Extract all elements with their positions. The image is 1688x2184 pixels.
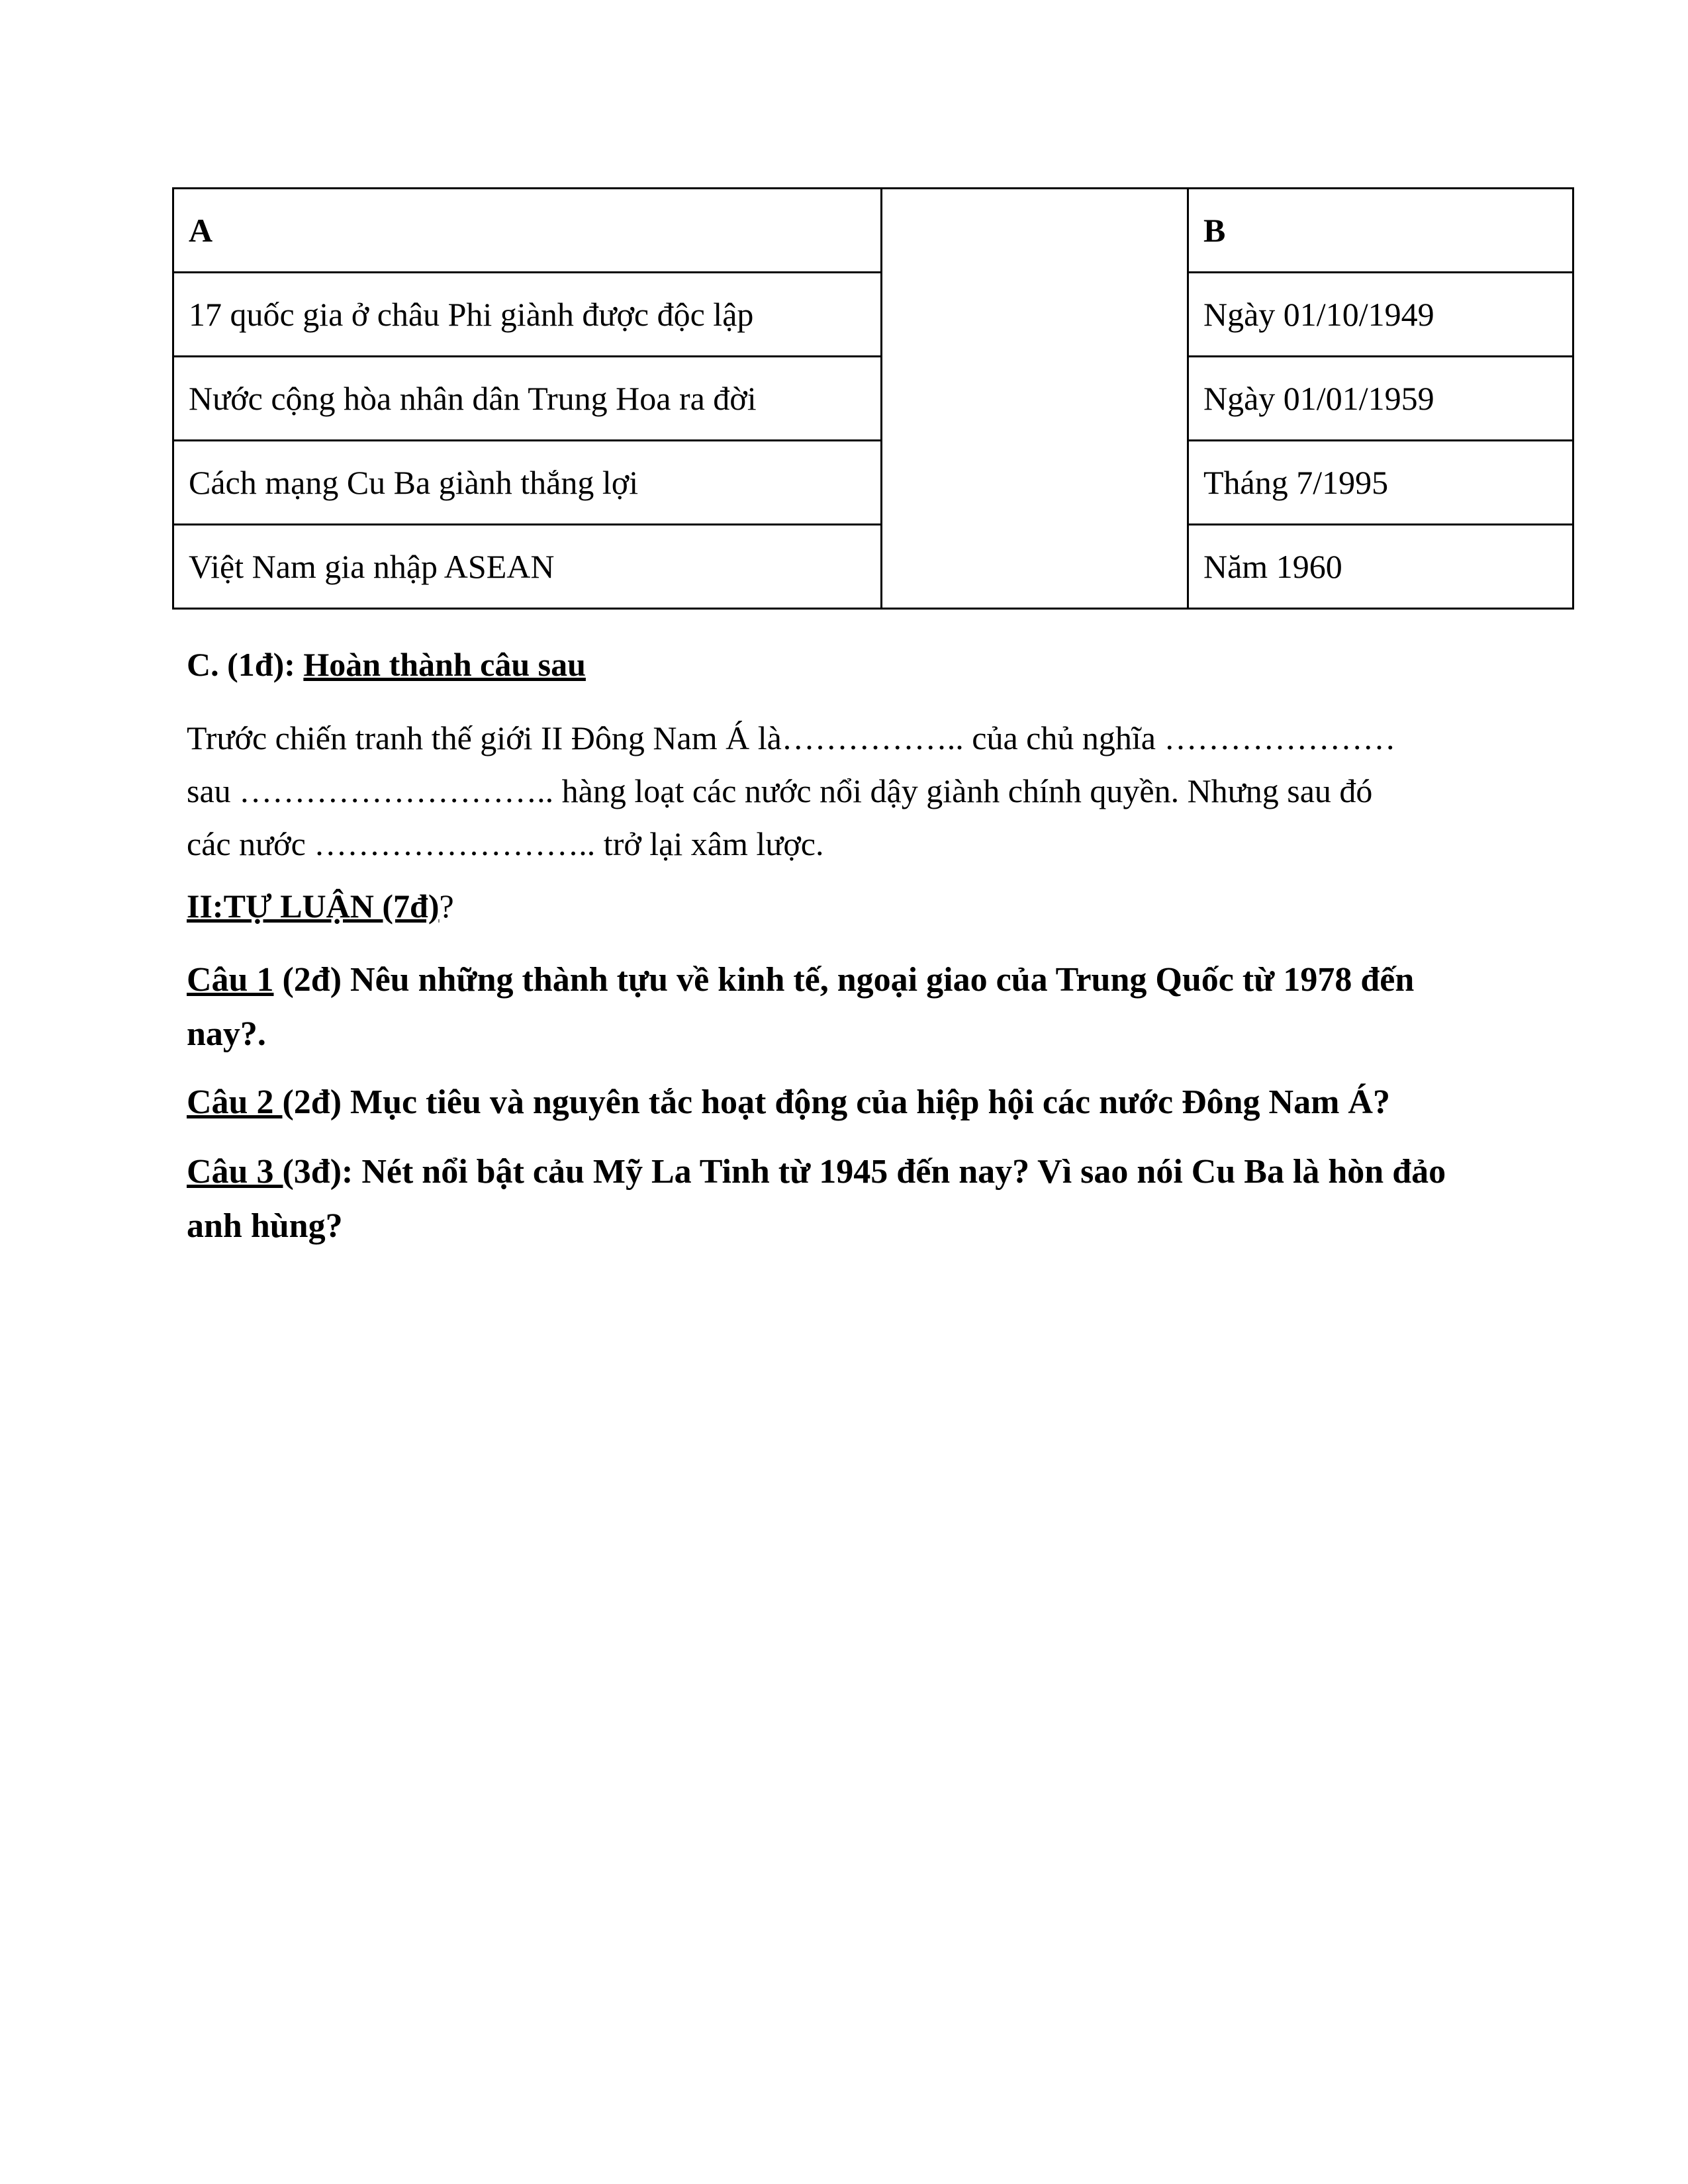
table-row	[173, 441, 1573, 525]
date-cell: Năm 1960	[1188, 525, 1573, 609]
essay-heading-text: II:TỰ LUẬN (7đ)	[187, 887, 440, 925]
answer-column	[882, 189, 1188, 609]
question-1	[187, 953, 1511, 1062]
column-b-header: B	[1188, 189, 1573, 273]
table-row	[173, 273, 1573, 357]
section-c-title: Hoàn thành câu sau	[303, 646, 586, 683]
essay-heading	[187, 887, 1511, 925]
event-cell: Nước cộng hòa nhân dân Trung Hoa ra đời	[173, 357, 882, 441]
date-cell: Ngày 01/01/1959	[1188, 357, 1573, 441]
paragraph-line: Trước chiến tranh thế giới II Đông Nam Á là…………….. của chủ nghĩa …………………	[187, 719, 1396, 756]
date-cell: Ngày 01/10/1949	[1188, 273, 1573, 357]
question-2	[187, 1075, 1511, 1130]
question-text: 3đ): Nét nổi bật cảu Mỹ La Tinh từ 1945 đến nay? Vì sao nói Cu Ba là hòn đảo	[293, 1153, 1446, 1191]
table-row	[173, 525, 1573, 609]
table-row	[173, 357, 1573, 441]
question-label: Câu 1	[187, 961, 274, 999]
question-label: Câu 2	[187, 1083, 283, 1121]
essay-heading-suffix: ?	[439, 887, 454, 925]
question-text-cont: anh hùng?	[187, 1207, 343, 1245]
matching-table	[172, 187, 1574, 610]
date-cell: Tháng 7/1995	[1188, 441, 1573, 525]
table-header-row	[173, 189, 1573, 273]
question-text-cont: nay?.	[187, 1015, 266, 1053]
fill-in-paragraph	[187, 711, 1511, 870]
paragraph-line: các nước …………………….. trở lại xâm lược.	[187, 825, 824, 862]
paragraph-line: sau ……………………….. hàng loạt các nước nổi dậy giành chính quyền. Nhưng sau đó	[187, 772, 1373, 809]
question-3	[187, 1145, 1511, 1253]
event-cell: Cách mạng Cu Ba giành thắng lợi	[173, 441, 882, 525]
section-c-label: C. (1đ):	[187, 646, 304, 683]
question-text: (2đ) Nêu những thành tựu về kinh tế, ngoại giao của Trung Quốc từ 1978 đến	[273, 961, 1415, 999]
question-label: Câu 3 (	[187, 1153, 294, 1191]
question-text: (2đ) Mục tiêu và nguyên tắc hoạt động của hiệp hội các nước Đông Nam Á?	[282, 1083, 1390, 1121]
section-c-heading	[187, 645, 1511, 684]
event-cell: 17 quốc gia ở châu Phi giành được độc lập	[173, 273, 882, 357]
column-a-header: A	[173, 189, 882, 273]
event-cell: Việt Nam gia nhập ASEAN	[173, 525, 882, 609]
